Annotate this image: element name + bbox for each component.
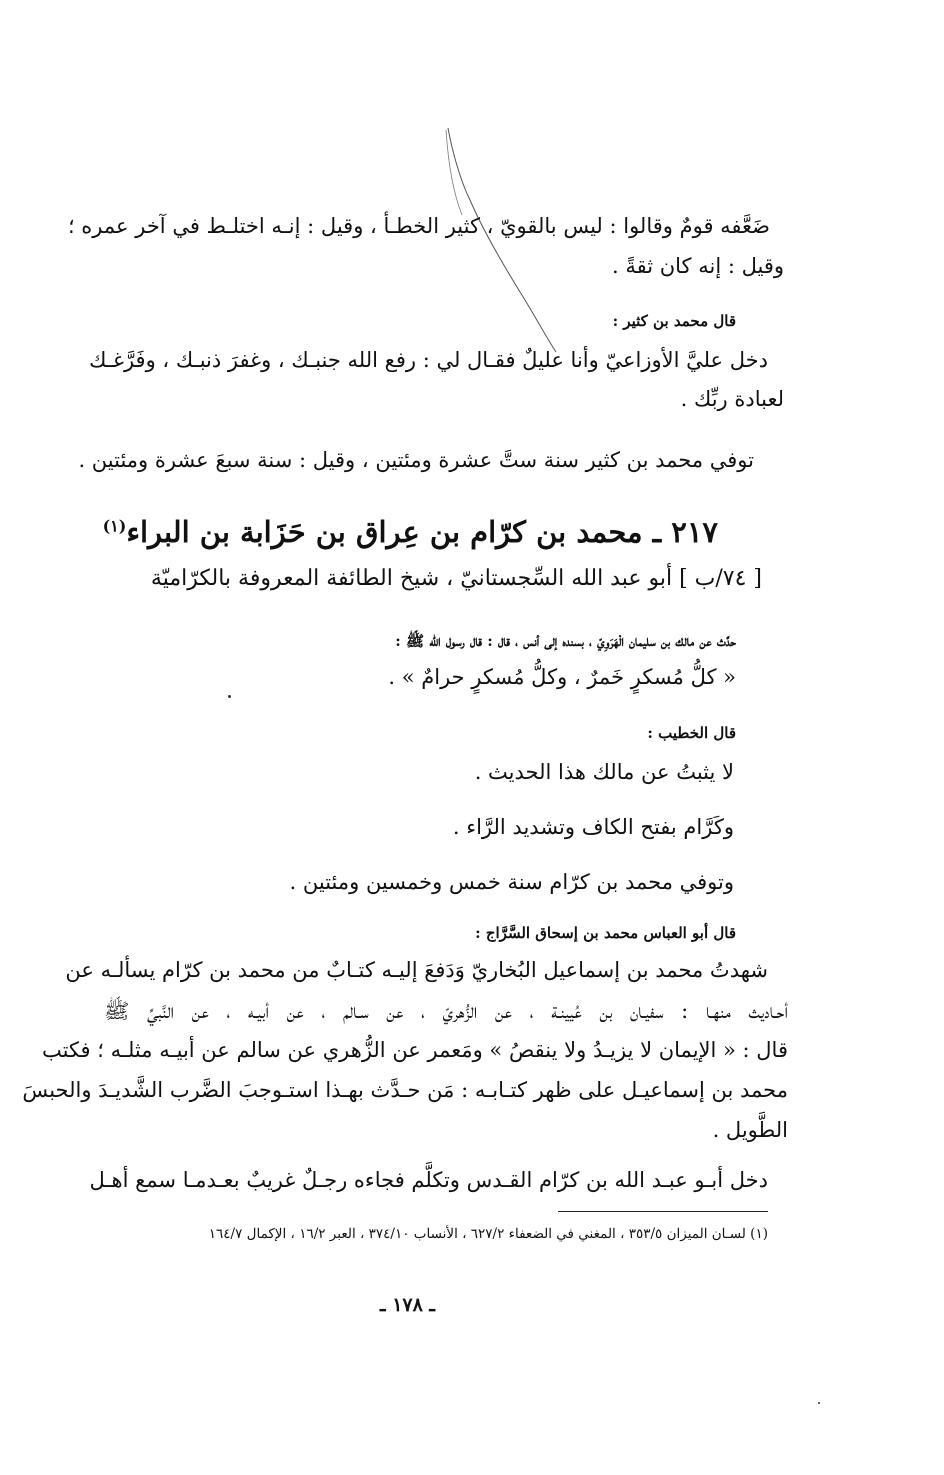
hadith-text: « كلُّ مُسكرٍ خَمرٌ ، وكلُّ مُسكرٍ حرامٌ » . — [388, 665, 736, 689]
text-line: لعبادة ربِّك . — [680, 387, 784, 411]
speaker-label: قال محمد بن كثير : — [612, 312, 736, 330]
text-line: قال : « الإيمان لا يزيـدُ ولا ينقصُ » ومَعمر عن الزُّهري عن سالم عن أبيـه مثلـه ؛ فكتب — [41, 1038, 788, 1062]
text-line: دخل عليَّ الأوزاعيّ وأنا عليلٌ فقـال لي : رفع الله جنبـك ، وغفرَ ذنبـك ، وفَرَّغـك — [89, 348, 768, 372]
entry-subheading: [ ٧٤/ب ] أبو عبد الله السِّجستانيّ ، شيخ الطائفة المعروفة بالكرّاميّة — [150, 566, 762, 591]
text-line: أحـاديث منهـا : سفيـان بن عُيينـة ، عن الزُّهريّ ، عن سـالم ، عن أبيـه ، عن النَّبيِّ ﷺ — [104, 999, 788, 1023]
text-line: شهدتُ محمد بن إسماعيل البُخاريّ وَدَفعَ إليـه كتـابٌ من محمد بن كرّام يسألـه عن — [65, 958, 768, 982]
footnote-divider — [558, 1211, 768, 1212]
text-line: توفي محمد بن كثير سنة ستَّ عشرة ومئتين ، وقيل : سنة سبعَ عشرة ومئتين . — [78, 448, 754, 472]
footnote-ref: (١) — [102, 516, 127, 536]
text-line: محمد بن إسماعيـل على ظهر كتـابـه : مَن حـدَّث بهـذا استـوجبَ الضَّرب الشَّديـدَ والحبسَ — [22, 1078, 788, 1102]
ink-speck — [818, 1402, 820, 1404]
text-line: دخل أبـو عبـد الله بن كرّام القـدس وتكلَّم فجاءه رجـلٌ غريبٌ بعـدمـا سمع أهـل — [89, 1168, 768, 1192]
text-line: لا يثبتُ عن مالك هذا الحديث . — [474, 760, 734, 784]
footnote: (١) لسـان الميزان ٣٥٣/٥ ، المغني في الضعفاء ٦٢٧/٢ ، الأنساب ٣٧٤/١٠ ، العبر ١٦/٢ ، الإكمال ١٦٤/٧ — [208, 1226, 768, 1242]
speaker-label: قال أبو العباس محمد بن إسحاق السَّرَّاج : — [475, 924, 736, 942]
hadith-intro: حدَّث عن مالك بن سليمان الْهَرَوِيّ ، بسنده إلى أنس ، قال : قال رسول الله ﷺ : — [395, 632, 736, 650]
text-line: وقيل : إنه كان ثقةً . — [611, 254, 784, 278]
page-number: ـ ١٧٨ ـ — [380, 1294, 435, 1316]
text-line: ضَعَّفه قومٌ وقالوا : ليس بالقويّ ، كثير الخطـأ ، وقيل : إنـه اختلـط في آخر عمره ؛ — [67, 214, 770, 238]
text-line: الطَّويل . — [712, 1118, 788, 1142]
entry-heading-text: ٢١٧ ـ محمد بن كرّام بن عِراق بن حَزَابة بن البراء — [126, 515, 718, 549]
entry-heading — [103, 515, 718, 549]
text-line: وكَرَّام بفتح الكاف وتشديد الرَّاء . — [452, 815, 734, 839]
ink-speck — [228, 695, 231, 698]
speaker-label: قال الخطيب : — [647, 724, 736, 742]
text-line: وتوفي محمد بن كرّام سنة خمس وخمسين ومئتين . — [289, 870, 734, 894]
